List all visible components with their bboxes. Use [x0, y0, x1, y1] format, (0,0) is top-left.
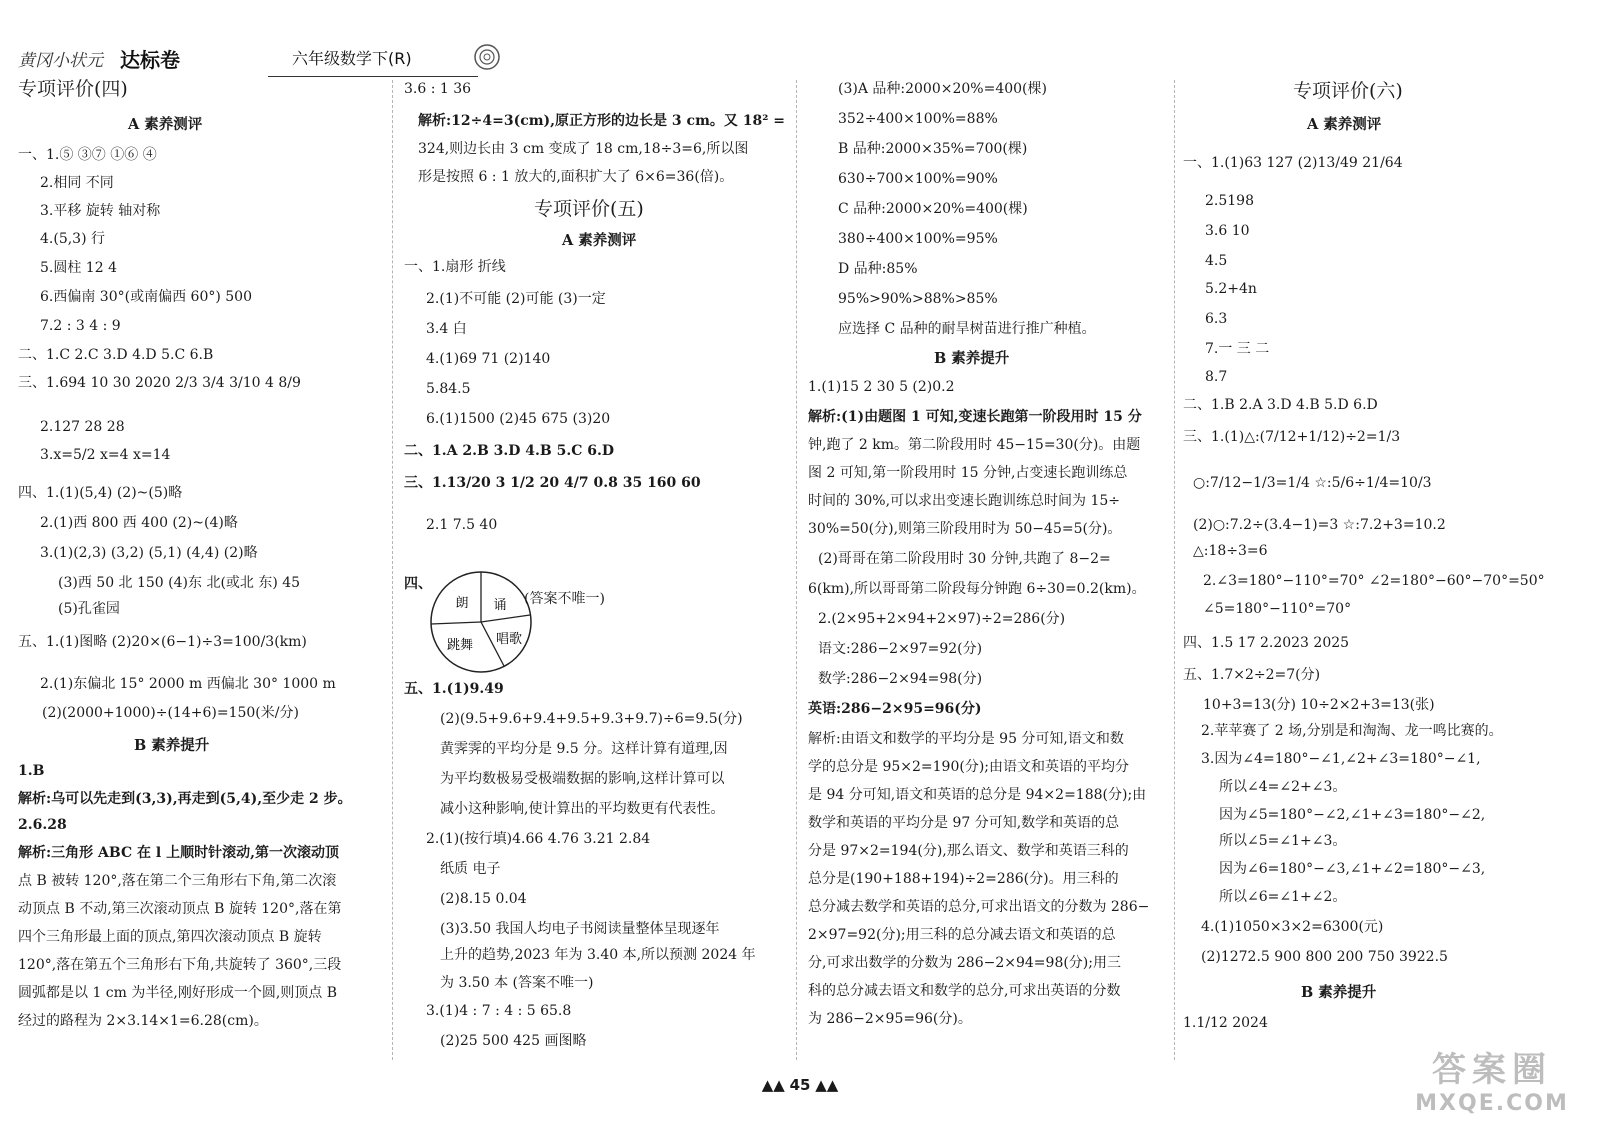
column-divider — [392, 80, 393, 1060]
column-divider — [796, 80, 797, 1060]
answer-line: 一、1.⑤ ③⑦ ①⑥ ④ — [18, 147, 157, 163]
answer-line: 纸质 电子 — [440, 861, 501, 877]
answer-line: 解析:乌可以先走到(3,3),再走到(5,4),至少走 2 步。 — [18, 791, 352, 807]
answer-line: 5.圆柱 12 4 — [40, 260, 117, 276]
answer-line: 95%>90%>88%>85% — [838, 291, 998, 307]
answer-line: 三、1.13/20 3 1/2 20 4/7 0.8 35 160 60 — [404, 475, 701, 491]
answer-line: 所以∠6=∠1+∠2。 — [1219, 889, 1347, 905]
answer-line: (2)(9.5+9.6+9.4+9.5+9.3+9.7)÷6=9.5(分) — [440, 711, 743, 727]
answer-line: 语文:286−2×97=92(分) — [818, 641, 983, 657]
answer-line: 因为∠5=180°−∠2,∠1+∠3=180°−∠2, — [1219, 807, 1486, 823]
answer-line: 解析:12÷4=3(cm),原正方形的边长是 3 cm。又 18² = — [418, 113, 785, 129]
answer-line: 解析:(1)由题图 1 可知,变速长跑第一阶段用时 15 分 — [808, 409, 1142, 425]
answer-line: 英语:286−2×95=96(分) — [808, 701, 982, 717]
answer-line: (2)8.15 0.04 — [440, 891, 527, 907]
answer-line: 3.4 白 — [426, 321, 467, 337]
answer-line: 图 2 可知,第一阶段用时 15 分钟,占变速长跑训练总 — [808, 465, 1128, 481]
answer-line: 是 94 分可知,语文和英语的总分是 94×2=188(分);由 — [808, 787, 1147, 803]
answer-line: 3.6 10 — [1205, 223, 1250, 239]
answer-line: 四个三角形最上面的顶点,第四次滚动顶点 B 旋转 — [18, 929, 322, 945]
answer-line: 总分减去数学和英语的总分,可求出语文的分数为 286− — [808, 899, 1150, 915]
answer-line: ∠5=180°−110°=70° — [1203, 601, 1352, 617]
answer-line: 630÷700×100%=90% — [838, 171, 998, 187]
answer-line: 2.(1)东偏北 15° 2000 m 西偏北 30° 1000 m — [40, 676, 336, 692]
grade-title: 六年级数学下(R) — [292, 49, 412, 68]
answer-line: 3.6 : 1 36 — [404, 81, 472, 97]
answer-line: 时间的 30%,可以求出变速长跑训练总时间为 15÷ — [808, 493, 1121, 509]
answer-line: (2)1272.5 900 800 200 750 3922.5 — [1201, 949, 1448, 965]
answer-line: 2.相同 不同 — [40, 175, 114, 191]
answer-line: 三、1.694 10 30 2020 2/3 3/4 3/10 4 8/9 — [18, 375, 301, 391]
answer-line: (3)3.50 我国人均电子书阅读量整体呈现逐年 — [440, 921, 720, 937]
answer-line: 二、1.A 2.B 3.D 4.B 5.C 6.D — [404, 443, 615, 459]
header-underline — [268, 76, 478, 77]
answer-line: 五、1.7×2÷2=7(分) — [1183, 667, 1321, 683]
answer-line: 上升的趋势,2023 年为 3.40 本,所以预测 2024 年 — [440, 947, 756, 963]
answer-column-2 — [404, 80, 784, 1078]
answer-line: 为 286−2×95=96(分)。 — [808, 1011, 972, 1027]
answer-line: (2)哥哥在第二阶段用时 30 分钟,共跑了 8−2= — [818, 551, 1111, 567]
answer-line: 7.一 三 二 — [1205, 341, 1270, 357]
answer-line: B 素养提升 — [934, 350, 1010, 367]
answer-line: 2.1 7.5 40 — [426, 517, 498, 533]
answer-column-3 — [808, 80, 1168, 1078]
answer-line: ○:7/12−1/3=1/4 ☆:5/6÷1/4=10/3 — [1193, 475, 1432, 491]
answer-line: 所以∠5=∠1+∠3。 — [1219, 833, 1347, 849]
answer-line: C 品种:2000×20%=400(棵) — [838, 201, 1028, 217]
answer-column-4 — [1183, 80, 1573, 1078]
brand-logo: 黄冈小状元 — [18, 51, 103, 71]
answer-line: 120°,落在第五个三角形右下角,共旋转了 360°,三段 — [18, 957, 342, 973]
column-divider — [1174, 80, 1175, 1060]
answer-line: 五、1.(1)图略 (2)20×(6−1)÷3=100/3(km) — [18, 634, 307, 650]
pie-label: 跳舞 — [446, 638, 474, 653]
answer-line: 2.(1)西 800 西 400 (2)~(4)略 — [40, 515, 238, 531]
answer-line: 380÷400×100%=95% — [838, 231, 998, 247]
answer-line: 学的总分是 95×2=190(分);由语文和英语的平均分 — [808, 759, 1129, 775]
answer-line: 一、1.扇形 折线 — [404, 259, 506, 275]
answer-line: 324,则边长由 3 cm 变成了 18 cm,18÷3=6,所以图 — [418, 141, 749, 157]
answer-line: 10+3=13(分) 10÷2×2+3=13(张) — [1203, 697, 1435, 713]
answer-line: B 素养提升 — [134, 737, 210, 754]
answer-line: 2.127 28 28 — [40, 419, 125, 435]
answer-line: (3)A 品种:2000×20%=400(棵) — [838, 81, 1047, 97]
answer-line: 应选择 C 品种的耐旱树苗进行推广种植。 — [838, 321, 1096, 337]
answer-line: 黄霁霁的平均分是 9.5 分。这样计算有道理,因 — [440, 741, 728, 757]
answer-line: 四、 — [404, 576, 432, 592]
answer-line: A 素养测评 — [128, 116, 203, 133]
answer-line: 数学和英语的平均分是 97 分可知,数学和英语的总 — [808, 815, 1120, 831]
answer-line: 30%=50(分),则第三阶段用时为 50−45=5(分)。 — [808, 521, 1122, 537]
answer-line: 6.3 — [1205, 311, 1228, 327]
answer-line: 专项评价(五) — [534, 198, 644, 220]
answer-line: 三、1.(1)△:(7/12+1/12)÷2=1/3 — [1183, 429, 1401, 445]
answer-line: 专项评价(六) — [1293, 80, 1403, 102]
swirl-icon — [472, 42, 502, 72]
answer-line: 3.x=5/2 x=4 x=14 — [40, 447, 171, 463]
answer-line: 1.(1)15 2 30 5 (2)0.2 — [808, 379, 955, 395]
answer-line: 5.2+4n — [1205, 281, 1257, 297]
answer-line: 3.平移 旋转 轴对称 — [40, 203, 161, 219]
answer-line: D 品种:85% — [838, 261, 918, 277]
answer-line: 4.(5,3) 行 — [40, 231, 105, 247]
answer-line: 总分是(190+188+194)÷2=286(分)。用三科的 — [808, 871, 1119, 887]
answer-line: (答案不唯一) — [524, 591, 605, 607]
answer-line: B 品种:2000×35%=700(棵) — [838, 141, 1028, 157]
answer-line: (5)孔雀园 — [58, 601, 120, 617]
answer-line: 2.(2×95+2×94+2×97)÷2=286(分) — [818, 611, 1066, 627]
page-header — [18, 40, 498, 80]
answer-line: 钟,跑了 2 km。第二阶段用时 45−15=30(分)。由题 — [808, 437, 1141, 453]
answer-line: (2)○:7.2÷(3.4−1)=3 ☆:7.2+3=10.2 — [1193, 517, 1446, 533]
answer-line: B 素养提升 — [1301, 984, 1377, 1001]
answer-line: 经过的路程为 2×3.14×1=6.28(cm)。 — [18, 1013, 268, 1029]
answer-line: △:18÷3=6 — [1193, 543, 1268, 559]
answer-line: 圆弧都是以 1 cm 为半径,刚好形成一个圆,则顶点 B — [18, 985, 338, 1001]
answer-line: 科的总分减去语文和数学的总分,可求出英语的分数 — [808, 983, 1121, 999]
answer-line: 352÷400×100%=88% — [838, 111, 998, 127]
pie-label: 唱歌 — [495, 632, 523, 647]
answer-line: 形是按照 6 : 1 放大的,面积扩大了 6×6=36(倍)。 — [418, 169, 734, 185]
answer-line: 3.(1)4 : 7 : 4 : 5 65.8 — [426, 1003, 572, 1019]
answer-line: 二、1.B 2.A 3.D 4.B 5.D 6.D — [1183, 397, 1378, 413]
answer-line: 4.(1)1050×3×2=6300(元) — [1201, 919, 1384, 935]
answer-column-1 — [18, 80, 380, 1078]
answer-line: 解析:三角形 ABC 在 l 上顺时针滚动,第一次滚动顶 — [18, 845, 339, 861]
answer-line: 5.84.5 — [426, 381, 471, 397]
answer-line: 6(km),所以哥哥第二阶段每分钟跑 6÷30=0.2(km)。 — [808, 581, 1146, 597]
answer-line: 点 B 被转 120°,落在第二个三角形右下角,第二次滚 — [18, 873, 337, 889]
answer-line: 2.5198 — [1205, 193, 1254, 209]
answer-line: 6.(1)1500 (2)45 675 (3)20 — [426, 411, 611, 427]
answer-line: 四、1.5 17 2.2023 2025 — [1183, 635, 1350, 651]
answer-line: A 素养测评 — [1307, 116, 1382, 133]
answer-line: 因为∠6=180°−∠3,∠1+∠2=180°−∠3, — [1219, 861, 1486, 877]
answer-line: 1.1/12 2024 — [1183, 1015, 1268, 1031]
series-title: 达标卷 — [120, 48, 180, 72]
answer-line: 3.(1)(2,3) (3,2) (5,1) (4,4) (2)略 — [40, 545, 258, 561]
answer-line: 2.∠3=180°−110°=70° ∠2=180°−60°−70°=50° — [1203, 573, 1545, 589]
answer-line: 7.2 : 3 4 : 9 — [40, 318, 121, 334]
answer-line: 分,可求出数学的分数为 286−2×94=98(分);用三 — [808, 955, 1121, 971]
answer-line: 2.(1)(按行填)4.66 4.76 3.21 2.84 — [426, 831, 651, 847]
answer-line: 2.(1)不可能 (2)可能 (3)一定 — [426, 291, 606, 307]
answer-line: 2×97=92(分);用三科的总分减去语文和英语的总 — [808, 927, 1116, 943]
answer-line: A 素养测评 — [562, 232, 637, 249]
answer-line: 8.7 — [1205, 369, 1228, 385]
answer-line: 分是 97×2=194(分),那么语文、数学和英语三科的 — [808, 843, 1129, 859]
answer-line: 4.5 — [1205, 253, 1228, 269]
answer-line: 专项评价(四) — [18, 78, 128, 100]
answer-line: 数学:286−2×94=98(分) — [818, 671, 983, 687]
answer-line: 6.西偏南 30°(或南偏西 60°) 500 — [40, 289, 252, 305]
answer-line: 为 3.50 本 (答案不唯一) — [440, 975, 594, 991]
answer-line: 3.因为∠4=180°−∠1,∠2+∠3=180°−∠1, — [1201, 751, 1481, 767]
answer-line: 为平均数极易受极端数据的影响,这样计算可以 — [440, 771, 725, 787]
answer-line: 减小这种影响,使计算出的平均数更有代表性。 — [440, 801, 725, 817]
answer-line: 1.B — [18, 763, 45, 779]
pie-label: 朗 — [455, 596, 469, 611]
answer-line: 解析:由语文和数学的平均分是 95 分可知,语文和数 — [808, 731, 1124, 747]
answer-line: (2)(2000+1000)÷(14+6)=150(米/分) — [42, 705, 299, 721]
page-number: ▲▲ 45 ▲▲ — [761, 1076, 839, 1094]
answer-line: 4.(1)69 71 (2)140 — [426, 351, 551, 367]
answer-line: 一、1.(1)63 127 (2)13/49 21/64 — [1183, 155, 1403, 171]
watermark-logo: 答案圈 MXQE.COM — [1415, 1050, 1569, 1116]
answer-line: 动顶点 B 不动,第三次滚动顶点 B 旋转 120°,落在第 — [18, 901, 342, 917]
answer-line: (3)西 50 北 150 (4)东 北(或北 东) 45 — [58, 575, 301, 591]
pie-label: 诵 — [493, 598, 507, 613]
answer-line: 二、1.C 2.C 3.D 4.D 5.C 6.B — [18, 347, 214, 363]
answer-line: 五、1.(1)9.49 — [404, 681, 504, 697]
answer-line: (2)25 500 425 画图略 — [440, 1033, 587, 1049]
answer-line: 2.6.28 — [18, 817, 67, 833]
answer-line: 2.苹苹赛了 2 场,分别是和淘淘、龙一鸣比赛的。 — [1201, 723, 1503, 739]
answer-line: 四、1.(1)(5,4) (2)~(5)略 — [18, 485, 183, 501]
answer-line: 所以∠4=∠2+∠3。 — [1219, 779, 1347, 795]
